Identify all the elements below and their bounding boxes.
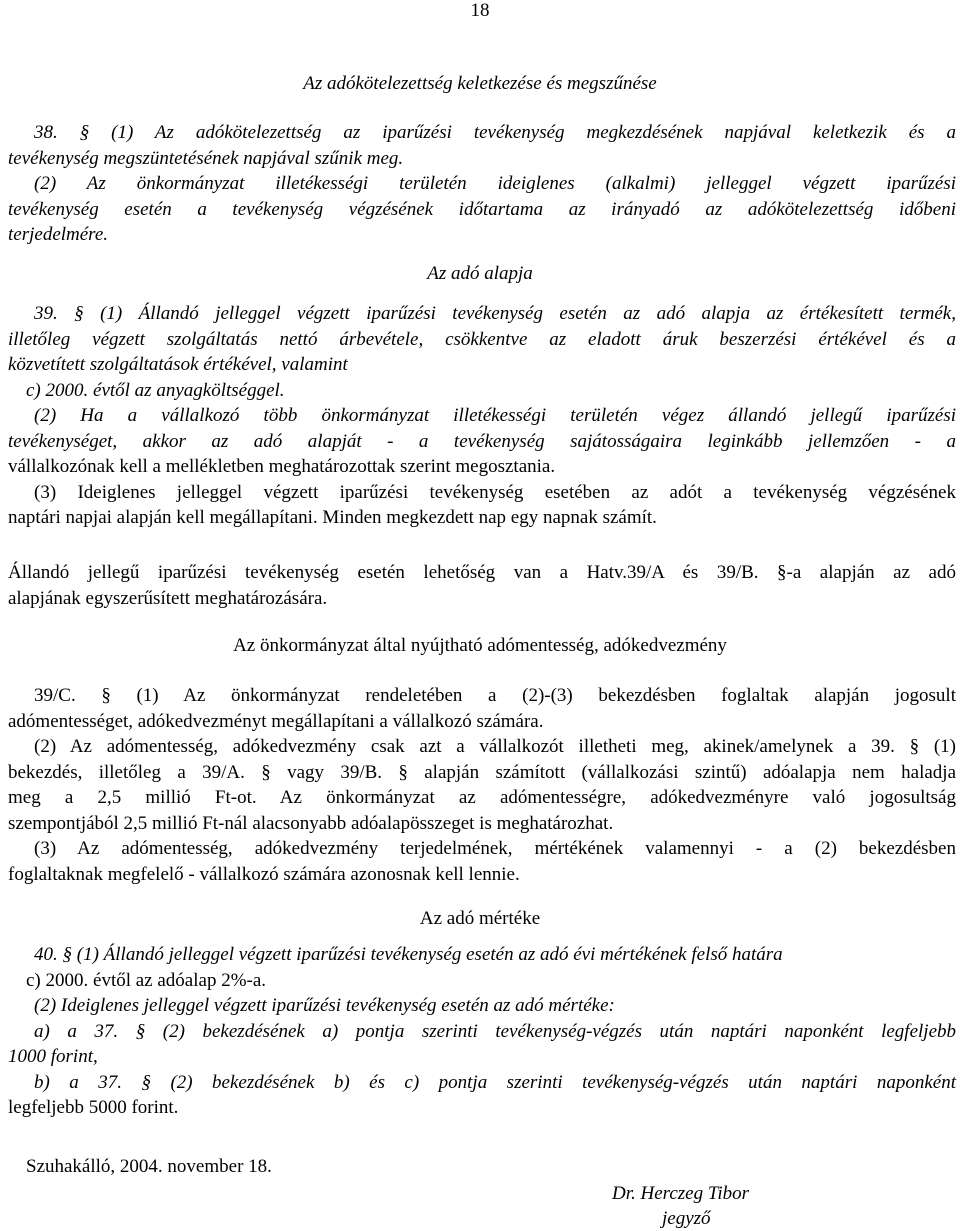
section-38 [8, 120, 956, 248]
text-line: (3) Ideiglenes jelleggel végzett iparűzési tevékenység esetében az adót a tevékenység végzésének [34, 481, 956, 503]
text-line: foglaltaknak megfelelő - vállalkozó számára azonosnak kell lennie. [8, 863, 520, 885]
egyszerusitett-note [8, 560, 956, 611]
signature-name: Dr. Herczeg Tibor [612, 1183, 750, 1204]
text-line: szempontjából 2,5 millió Ft-nál alacsonyabb adóalapösszeget is meghatározhat. [8, 812, 614, 834]
text-line: 38. § (1) Az adókötelezettség az iparűzési tevékenység megkezdésének napjával keletkezik és a [34, 122, 956, 143]
text-line: vállalkozónak kell a mellékletben meghatározottak szerint megosztania. [8, 456, 556, 477]
text-line: alapjának egyszerűsített meghatározására. [8, 587, 328, 609]
text-line: 39/C. § (1) Az önkormányzat rendeletében a (2)-(3) bekezdésben foglaltak alapján jogosult [34, 685, 956, 706]
section-39 [8, 301, 956, 531]
heading-ado-merteke: Az adó mértéke [419, 908, 541, 929]
text-line: (3) Az adómentesség, adókedvezmény terjedelmének, mértékének valamennyi - a (2) bekezdésben [34, 838, 956, 859]
heading-adokotelezettseg: Az adókötelezettség keletkezése és megszűnése [303, 73, 657, 94]
text-line: a) a 37. § (2) bekezdésének a) pontja szerinti tevékenység-végzés után naptári naponként legfeljebb [34, 1020, 956, 1042]
text-line: naptári napjai alapján kell megállapítani. Minden megkezdett nap egy napnak számít. [8, 507, 657, 528]
text-line: bekezdés, illetőleg a 39/A. § vagy 39/B. § alapján számított (vállalkozási szintű) adóalapja nem haladja [8, 761, 956, 783]
text-line: illetőleg végzett szolgáltatás nettó árbevétele, csökkentve az eladott áruk beszerzési értékével és a [8, 328, 956, 350]
text-line: tevékenység megszüntetésének napjával szűnik meg. [8, 147, 404, 169]
text-line: terjedelmére. [8, 224, 109, 245]
text-line: legfeljebb 5000 forint. [8, 1097, 179, 1118]
text-line: adómentességet, adókedvezményt megállapítani a vállalkozó számára. [8, 710, 544, 732]
text-line: (2) Ha a vállalkozó több önkormányzat illetékességi területén végez állandó jellegű iparűzési [34, 405, 956, 426]
text-line: (2) Az adómentesség, adókedvezmény csak azt a vállalkozót illetheti meg, akinek/amelynek a 39. § (1) [34, 736, 956, 757]
page-number: 18 [470, 0, 490, 21]
text-line: (2) Ideiglenes jelleggel végzett iparűzési tevékenység esetén az adó mértéke: [34, 995, 615, 1016]
text-line: közvetített szolgáltatások értékével, valamint [8, 354, 348, 375]
heading-ado-alapja: Az adó alapja [427, 263, 533, 284]
place-date: Szuhakálló, 2004. november 18. [26, 1156, 272, 1177]
text-line: 40. § (1) Állandó jelleggel végzett iparűzési tevékenység esetén az adó évi mértékének felső határa [34, 944, 783, 965]
text-line: b) a 37. § (2) bekezdésének b) és c) pontja szerinti tevékenység-végzés után naptári naponként [34, 1071, 956, 1093]
text-line: Állandó jellegű iparűzési tevékenység esetén lehetőség van a Hatv.39/A és 39/B. §-a alapján az adó [8, 562, 956, 583]
section-39c [8, 683, 956, 887]
text-line: tevékenység esetén a tevékenység végzésének időtartama az irányadó az adókötelezettség időbeni [8, 198, 956, 220]
text-line: 39. § (1) Állandó jelleggel végzett iparűzési tevékenység esetén az adó alapja az értékesített termék, [34, 303, 956, 324]
text-line: 1000 forint, [8, 1046, 98, 1067]
heading-adomentesseg: Az önkormányzat által nyújtható adómentesség, adókedvezmény [233, 635, 727, 656]
signature-title: jegyző [662, 1208, 711, 1229]
text-line: c) 2000. évtől az anyagköltséggel. [26, 379, 285, 401]
section-40 [8, 942, 956, 1121]
text-line: meg a 2,5 millió Ft-ot. Az önkormányzat az adómentességre, adókedvezményre való jogosultság [8, 787, 956, 808]
text-line: tevékenységet, akkor az adó alapját - a tevékenység sajátosságaira leginkább jellemzően - a [8, 430, 956, 452]
text-line: c) 2000. évtől az adóalap 2%-a. [26, 969, 267, 991]
text-line: (2) Az önkormányzat illetékességi területén ideiglenes (alkalmi) jelleggel végzett iparűzési [34, 173, 956, 194]
